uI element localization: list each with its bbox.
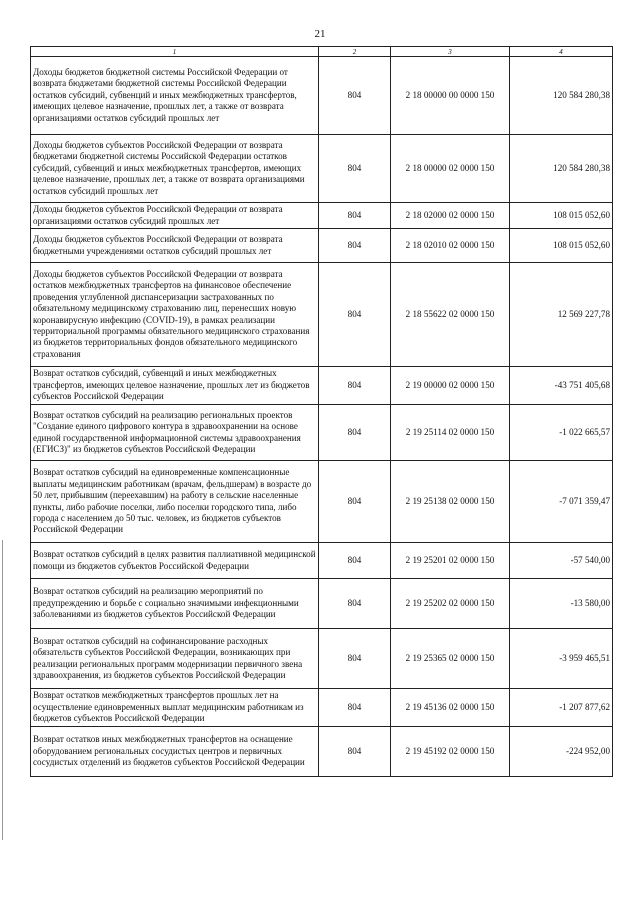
row-amount: 108 015 052,60: [510, 229, 613, 263]
row-name: Возврат остатков межбюджетных трансфертов прошлых лет на осуществление единовременных выплат медицинским работникам из бюджетов субъектов Российской Федерации: [31, 689, 319, 727]
row-amount: -3 959 465,51: [510, 629, 613, 689]
row-admin-code: 804: [319, 57, 391, 135]
table-row: [31, 461, 613, 543]
row-name: Возврат остатков иных межбюджетных трансфертов на оснащение оборудованием региональных сосудистых центров и первичных сосудистых отделений из бюджетов субъектов Российской Федерации: [31, 727, 319, 777]
header-col-4: 4: [510, 47, 613, 57]
row-amount: 120 584 280,38: [510, 57, 613, 135]
row-name: Возврат остатков субсидий на реализацию мероприятий по предупреждению и борьбе с социально значимыми инфекционными заболеваниями из бюджетов субъектов Российской Федерации: [31, 579, 319, 629]
row-amount: -1 207 877,62: [510, 689, 613, 727]
row-amount: -7 071 359,47: [510, 461, 613, 543]
row-name: Доходы бюджетов бюджетной системы Российской Федерации от возврата бюджетами бюджетной системы Российской Федерации остатков субсидий, субвенций и иных межбюджетных трансфертов, имеющих целевое назначение, прошлых лет, а также от возврата организациями остатков субсидий прошлых лет: [31, 57, 319, 135]
row-budget-code: 2 18 00000 00 0000 150: [391, 57, 510, 135]
page-number: 21: [314, 28, 326, 40]
table-row: [31, 579, 613, 629]
row-budget-code: 2 19 25138 02 0000 150: [391, 461, 510, 543]
row-admin-code: 804: [319, 727, 391, 777]
row-admin-code: 804: [319, 135, 391, 203]
row-budget-code: 2 19 25114 02 0000 150: [391, 405, 510, 461]
header-col-3: 3: [391, 47, 510, 57]
header-col-2: 2: [319, 47, 391, 57]
table-row: [31, 727, 613, 777]
row-amount: -13 580,00: [510, 579, 613, 629]
margin-line: [2, 540, 3, 840]
table-row: [31, 135, 613, 203]
table-header-row: [31, 47, 613, 57]
row-amount: 108 015 052,60: [510, 203, 613, 229]
row-admin-code: 804: [319, 461, 391, 543]
row-admin-code: 804: [319, 229, 391, 263]
row-budget-code: 2 18 02010 02 0000 150: [391, 229, 510, 263]
row-budget-code: 2 18 00000 02 0000 150: [391, 135, 510, 203]
row-amount: 12 569 227,78: [510, 263, 613, 367]
row-budget-code: 2 18 55622 02 0000 150: [391, 263, 510, 367]
row-budget-code: 2 19 25202 02 0000 150: [391, 579, 510, 629]
row-amount: -224 952,00: [510, 727, 613, 777]
header-col-1: 1: [31, 47, 319, 57]
row-name: Возврат остатков субсидий на единовременные компенсационные выплаты медицинским работникам (врачам, фельдшерам) в возрасте до 50 лет, прибывшим (переехавшим) на работу в сельские населенные пункты, либо рабочие поселки, либо поселки городского типа, либо города с населением до 50 тыс. человек, из бюджетов субъектов Российской Федерации: [31, 461, 319, 543]
row-name: Доходы бюджетов субъектов Российской Федерации от возврата остатков межбюджетных трансфертов на финансовое обеспечение проведения углубленной диспансеризации застрахованных по обязательному медицинскому страхованию лиц, перенесших новую коронавирусную инфекцию (COVID-19), в рамках реализации территориальной программы обязательного медицинского страхования из бюджетов территориальных фондов обязательного медицинского страхования: [31, 263, 319, 367]
row-budget-code: 2 19 25365 02 0000 150: [391, 629, 510, 689]
row-name: Возврат остатков субсидий, субвенций и иных межбюджетных трансфертов, имеющих целевое назначение, прошлых лет из бюджетов субъектов Российской Федерации: [31, 367, 319, 405]
row-admin-code: 804: [319, 263, 391, 367]
table-row: [31, 629, 613, 689]
row-budget-code: 2 19 25201 02 0000 150: [391, 543, 510, 579]
row-admin-code: 804: [319, 405, 391, 461]
row-name: Доходы бюджетов субъектов Российской Федерации от возврата бюджетами бюджетной системы Российской Федерации остатков субсидий, субвенций и иных межбюджетных трансфертов, имеющих целевое назначение, прошлых лет, а также от возврата организациями остатков субсидий прошлых лет: [31, 135, 319, 203]
row-name: Возврат остатков субсидий в целях развития паллиативной медицинской помощи из бюджетов субъектов Российской Федерации: [31, 543, 319, 579]
row-budget-code: 2 19 45136 02 0000 150: [391, 689, 510, 727]
row-budget-code: 2 19 00000 02 0000 150: [391, 367, 510, 405]
row-name: Возврат остатков субсидий на софинансирование расходных обязательств субъектов Российской Федерации, возникающих при реализации региональных программ модернизации первичного звена здравоохранения, из бюджетов субъектов Российской Федерации: [31, 629, 319, 689]
table-row: [31, 543, 613, 579]
table-row: [31, 203, 613, 229]
row-admin-code: 804: [319, 579, 391, 629]
row-amount: 120 584 280,38: [510, 135, 613, 203]
row-budget-code: 2 18 02000 02 0000 150: [391, 203, 510, 229]
row-amount: -57 540,00: [510, 543, 613, 579]
row-admin-code: 804: [319, 689, 391, 727]
row-name: Доходы бюджетов субъектов Российской Федерации от возврата организациями остатков субсидий прошлых лет: [31, 203, 319, 229]
row-name: Возврат остатков субсидий на реализацию региональных проектов "Создание единого цифрового контура в здравоохранении на основе единой государственной информационной системы здравоохранения (ЕГИСЗ)" из бюджетов субъектов Российской Федерации: [31, 405, 319, 461]
table-row: [31, 405, 613, 461]
table-row: [31, 57, 613, 135]
table-row: [31, 367, 613, 405]
row-admin-code: 804: [319, 203, 391, 229]
table-row: [31, 263, 613, 367]
revenue-table: [30, 46, 613, 777]
table-row: [31, 689, 613, 727]
row-budget-code: 2 19 45192 02 0000 150: [391, 727, 510, 777]
row-admin-code: 804: [319, 629, 391, 689]
row-name: Доходы бюджетов субъектов Российской Федерации от возврата бюджетными учреждениями остатков субсидий прошлых лет: [31, 229, 319, 263]
row-admin-code: 804: [319, 367, 391, 405]
row-amount: -1 022 665,57: [510, 405, 613, 461]
row-admin-code: 804: [319, 543, 391, 579]
row-amount: -43 751 405,68: [510, 367, 613, 405]
table-row: [31, 229, 613, 263]
